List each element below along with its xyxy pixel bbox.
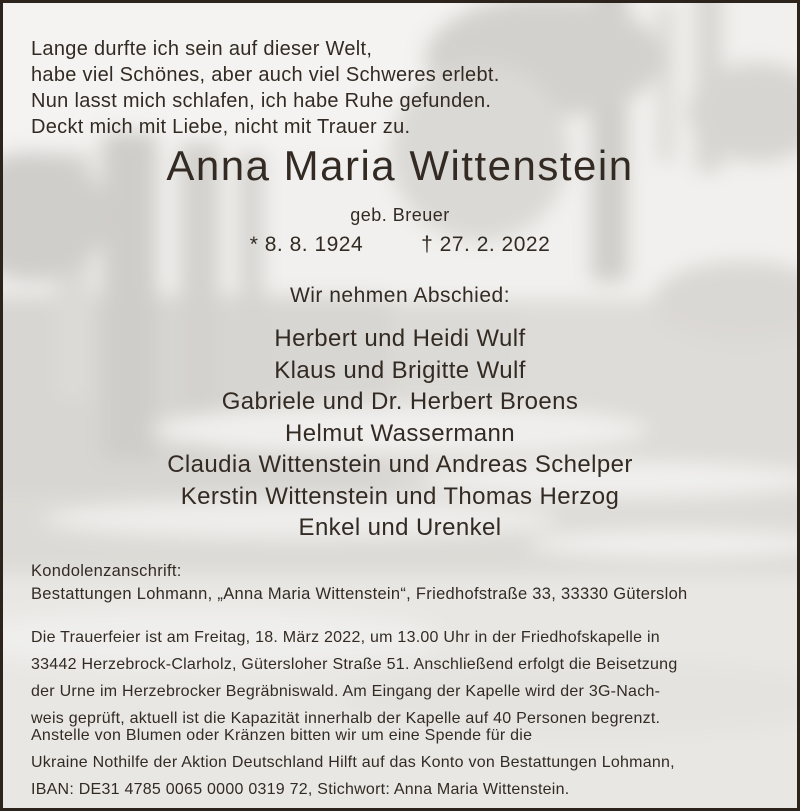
- mourner-line: Helmut Wassermann: [285, 419, 515, 447]
- mourner-line: Claudia Wittenstein und Andreas Schelper: [167, 451, 633, 478]
- death-date: † 27. 2. 2022: [421, 233, 551, 256]
- donation-line: Anstelle von Blumen oder Kränzen bitten wir um eine Spende für die: [31, 727, 533, 744]
- funeral-line: Die Trauerfeier ist am Freitag, 18. März 2022, um 13.00 Uhr in der Friedhofskapelle in: [31, 629, 660, 646]
- poem: [31, 36, 751, 140]
- mourners-list: [3, 323, 797, 544]
- condolence-label: Kondolenzanschrift:: [31, 562, 182, 580]
- mourner-line: Klaus und Brigitte Wulf: [274, 356, 526, 384]
- mourner-line: Gabriele und Dr. Herbert Broens: [221, 388, 579, 415]
- deceased-name: Anna Maria Wittenstein: [166, 142, 634, 189]
- poem-line: Nun lasst mich schlafen, ich habe Ruhe gefunden.: [31, 90, 492, 112]
- poem-line: habe viel Schönes, aber auch viel Schweres erlebt.: [31, 64, 500, 86]
- donation-request: [31, 722, 791, 803]
- donation-line: Ukraine Nothilfe der Aktion Deutschland Hilft auf das Konto von Bestattungen Lohmann,: [31, 754, 675, 771]
- maiden-name: geb. Breuer: [350, 205, 450, 225]
- condolence-section: [31, 560, 775, 605]
- life-dates: [3, 232, 797, 258]
- mourner-line: Kerstin Wittenstein und Thomas Herzog: [180, 482, 620, 510]
- funeral-details: [31, 624, 791, 732]
- mourner-line: Herbert und Heidi Wulf: [274, 325, 526, 352]
- poem-line: Deckt mich mit Liebe, nicht mit Trauer zu.: [31, 116, 411, 138]
- funeral-line: 33442 Herzebrock-Clarholz, Gütersloher Straße 51. Anschließend erfolgt die Beisetzung: [31, 656, 678, 673]
- funeral-line: weis geprüft, aktuell ist die Kapazität innerhalb der Kapelle auf 40 Personen begrenzt.: [31, 710, 661, 727]
- condolence-address: Bestattungen Lohmann, „Anna Maria Wittenstein“, Friedhofstraße 33, 33330 Gütersloh: [31, 584, 688, 603]
- farewell-heading: Wir nehmen Abschied:: [289, 284, 511, 307]
- poem-line: Lange durfte ich sein auf dieser Welt,: [31, 38, 373, 60]
- funeral-line: der Urne im Herzebrocker Begräbniswald. Am Eingang der Kapelle wird der 3G-Nach-: [31, 683, 661, 700]
- donation-line: IBAN: DE31 4785 0065 0000 0319 72, Stichwort: Anna Maria Wittenstein.: [31, 781, 570, 798]
- mourner-line: Enkel und Urenkel: [298, 514, 502, 541]
- birth-date: * 8. 8. 1924: [249, 233, 364, 256]
